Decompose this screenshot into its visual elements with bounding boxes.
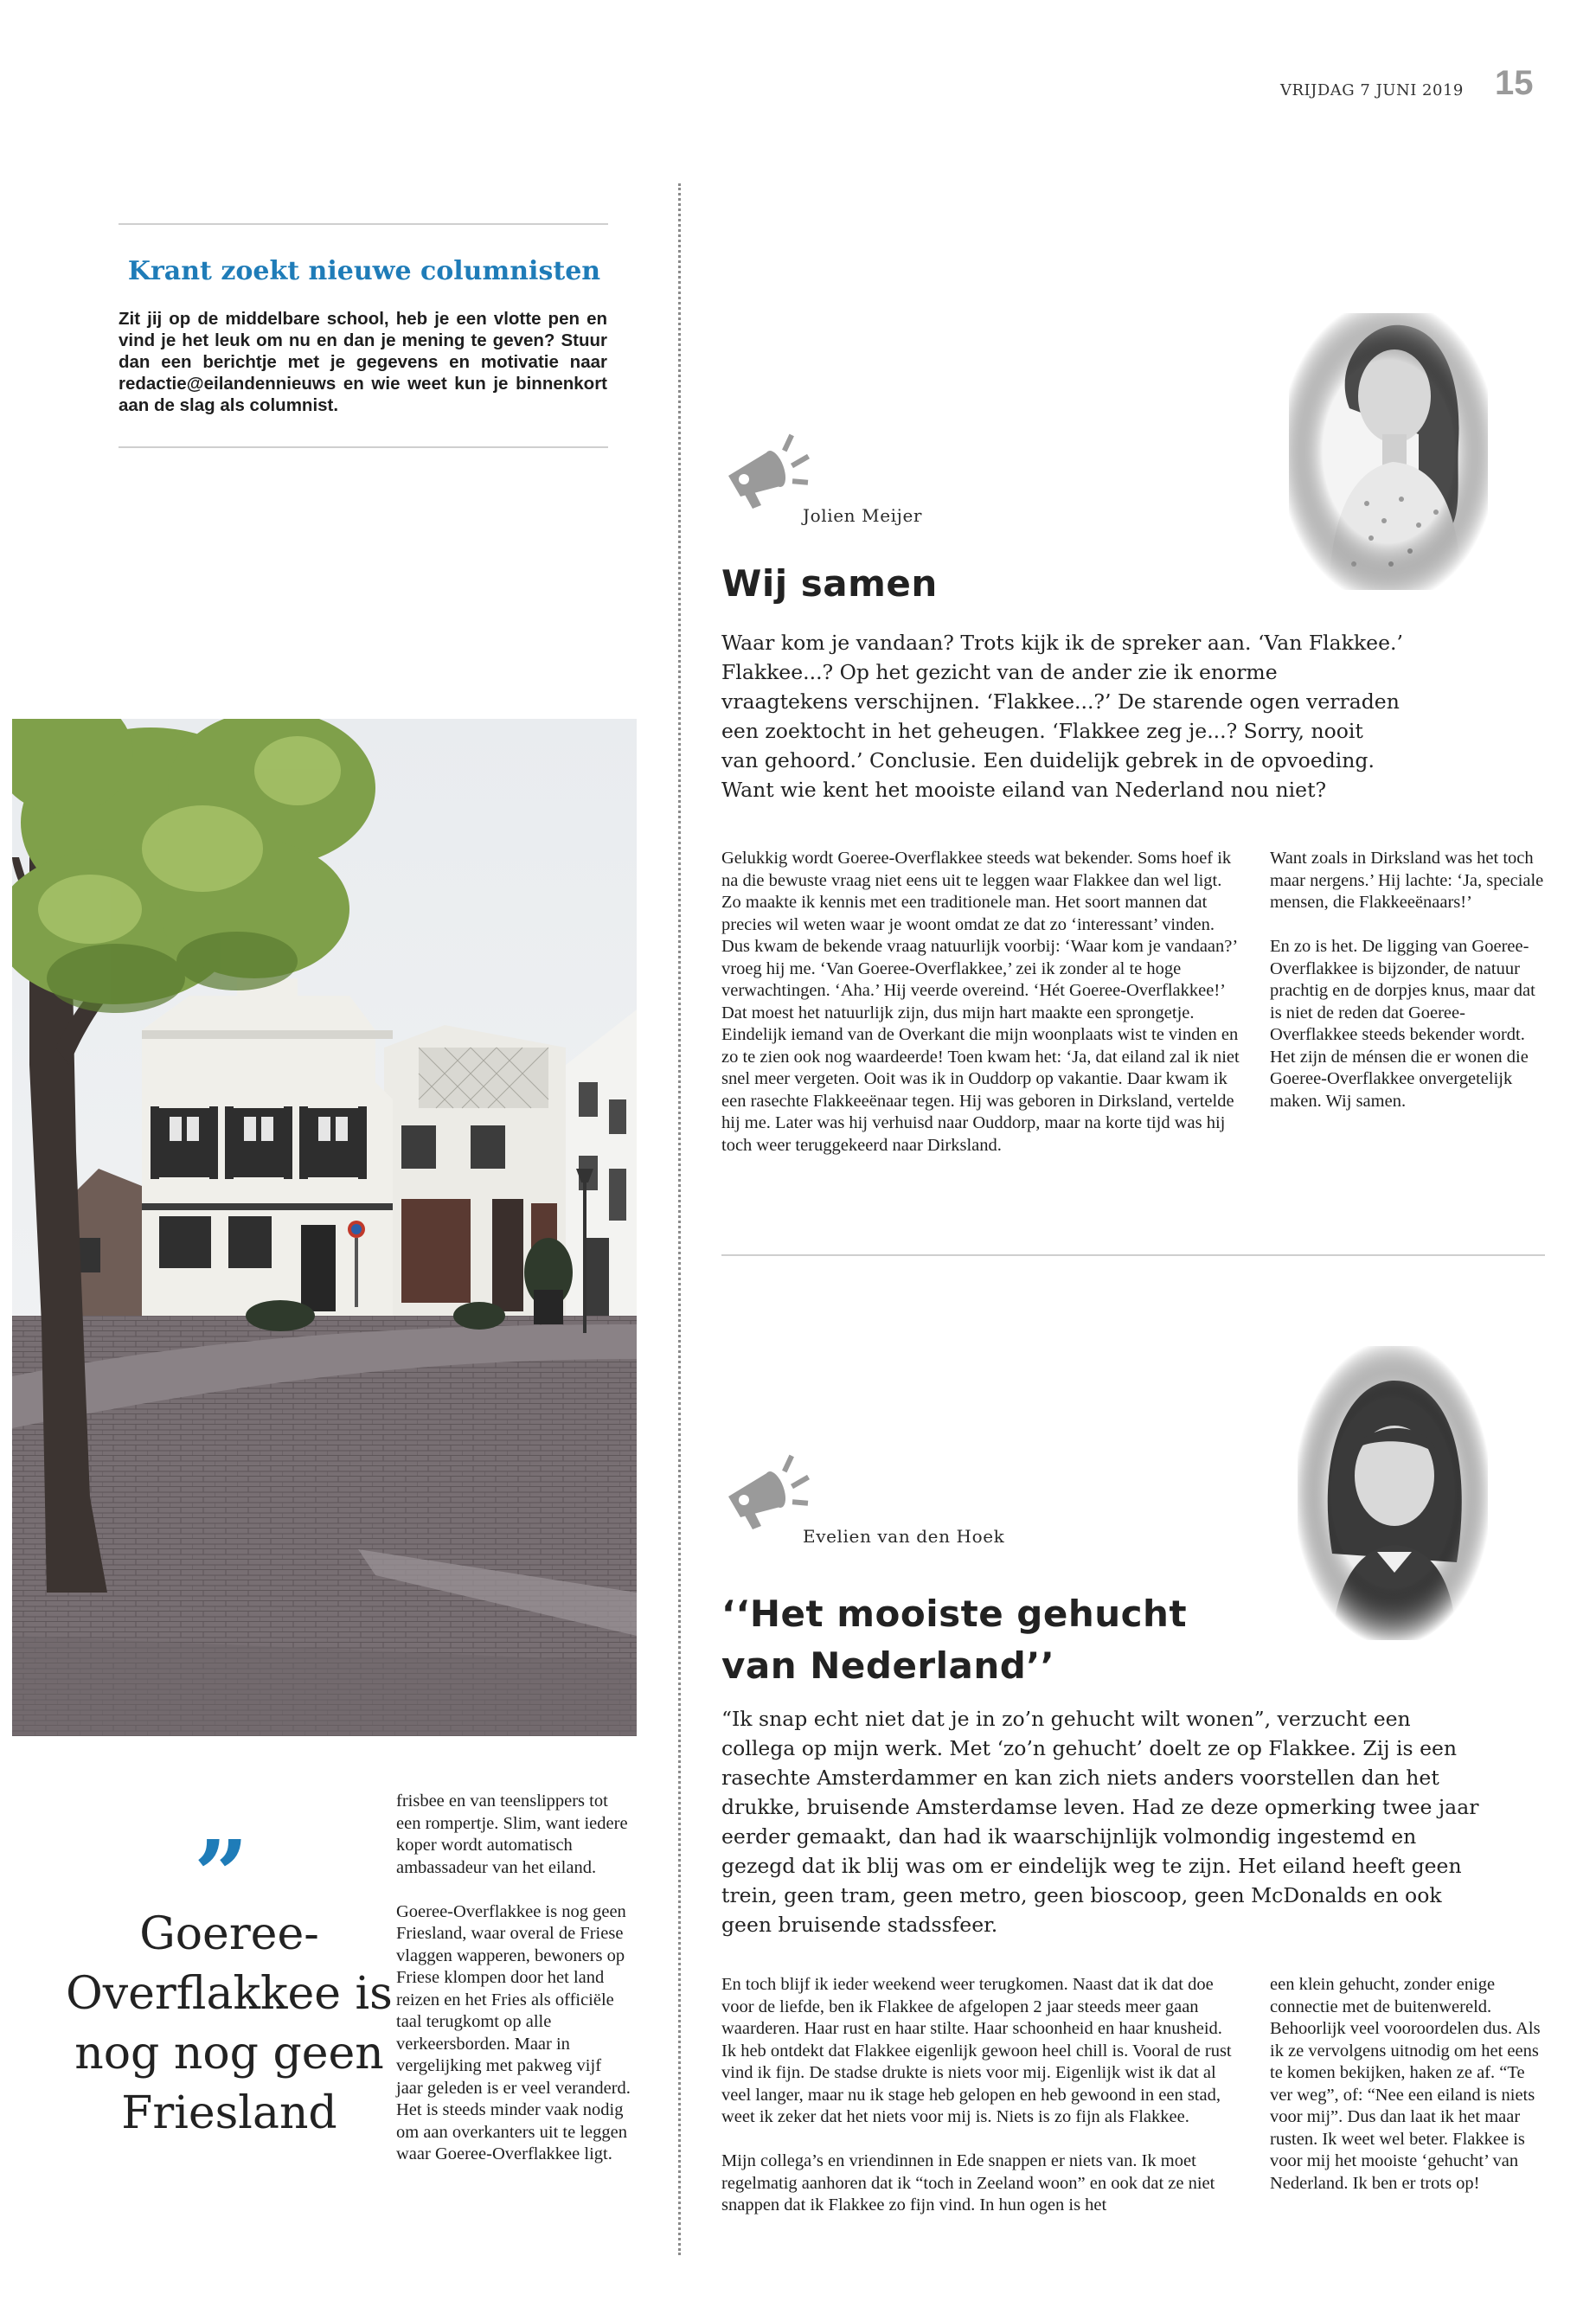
megaphone-icon <box>718 422 822 517</box>
author-name: Evelien van den Hoek <box>803 1526 1005 1547</box>
paragraph: Goeree-Overflakkee is nog geen Friesland, waar overal de Friese vlaggen wapperen, bewoners op Friese klompen door het land reizen en het Fries als officiële taal terugkomt op alle verkeersborden. Maar in vergelijking met pakweg vijf jaar geleden is er veel veranderd. Het is steeds minder vaak nodig om aan overkanters uit te leggen waar Goeree-Overflakkee ligt. <box>396 1901 631 2163</box>
column-body-left <box>721 848 1240 1179</box>
paragraph: Mijn collega’s en vriendinnen in Ede snappen er niets van. Ik moet regelmatig aanhoren dat ik “toch in Zeeland woon” en ook dat ze niet snappen dat ik Flakkee zo fijn vind. In hun ogen is het <box>721 2151 1215 2214</box>
paragraph: Want zoals in Dirksland was het toch maar nergens.’ Hij lachte: ‘Ja, speciale mensen, die Flakkeeënaars!’ <box>1270 849 1544 912</box>
page-date: VRIJDAG 7 JUNI 2019 <box>1280 81 1464 99</box>
column-divider <box>678 183 681 2255</box>
callout-top-rule <box>119 223 608 225</box>
page-number: 15 <box>1495 64 1534 102</box>
column-intro: Waar kom je vandaan? Trots kijk ik de spreker aan. ‘Van Flakkee.’ Flakkee...? Op het gezicht van de ander zie ik enorme vraagtekens verschijnen. ‘Flakkee...?’ De starende ogen verraden een zoektocht in het geheugen. ‘Flakkee zeg je...? Sorry, nooit van gehoord.’ Conclusie. Een duidelijk gebrek in de opvoeding. Want wie kent het mooiste eiland van Nederland nou niet? <box>721 631 1403 802</box>
callout-body: Zit jij op de middelbare school, heb je een vlotte pen en vind je het leuk om nu en dan je mening te geven? Stuur dan een berichtje met je gegevens en motivatie naar redactie@eilandennieuws en wie weet kun je binnenkort aan de slag als columnist. <box>119 309 607 415</box>
paragraph: frisbee en van teenslippers tot een rompertje. Slim, want iedere koper wordt automatisch ambassadeur van het eiland. <box>396 1791 628 1877</box>
megaphone-icon <box>718 1443 822 1538</box>
callout-bottom-rule <box>119 446 608 448</box>
author-name: Jolien Meijer <box>803 505 923 526</box>
pull-quote: Goeree-Overflakkee is nog nog geen Friesland <box>66 1908 393 2139</box>
callout-title: Krant zoekt nieuwe columnisten <box>127 256 601 286</box>
column-body-right <box>1270 848 1545 1135</box>
sidebar-body <box>396 1791 631 2188</box>
column-headline: Wij samen <box>721 562 938 605</box>
column-headline <box>721 1588 1187 1692</box>
paragraph: Gelukkig wordt Goeree-Overflakkee steeds wat bekender. Soms hoef ik na die bewuste vraag niet eens uit te leggen waar Flakkee dan wel ligt. Zo maakte ik kennis met een traditionele man. Het soort mannen dat precies wil weten waar je woont omdat ze dat zo ‘interessant’ vinden. Dus kwam de bekende vraag natuurlijk voorbij: ‘Waar kom je vandaan?’ vroeg hij me. ‘Van Goeree-Overflakkee,’ zei ik zonder al te hoge verwachtingen. ‘Aha.’ Hij veerde overeind. ‘Hét Goeree-Overflakkee!’ Dat moest het natuurlijk zijn, dus mijn hart maakte een sprongetje. Eindelijk iemand van de Overkant die mijn woonplaats wist te vinden en zo te zien ook nog waardeerde! Toen kwam het: ‘Ja, dat eiland zal ik niet snel meer vergeten. Ooit was ik in Ouddorp op vakantie. Daar kwam ik een rasechte Flakkeeënaar tegen. Hij was geboren in Dirksland, vertelde hij me. Later was hij verhuisd naar Ouddorp, maar na korte tijd was hij toch weer teruggekeerd naar Dirksland. <box>721 849 1240 1155</box>
headline-line: van Nederland’’ <box>721 1644 1055 1687</box>
author-portrait <box>1289 313 1488 590</box>
paragraph: En toch blijf ik ieder weekend weer terugkomen. Naast dat ik dat doe voor de liefde, ben ik Flakkee de afgelopen 2 jaar steeds meer gaan waarderen. Haar rust en haar stilte. Haar schoonheid en haar knusheid. Ik heb ontdekt dat Flakkee eigenlijk gewoon heel chill is. Vooral de rust vind ik fijn. De stadse drukte is niets voor mij. Eigenlijk wist ik dat al veel langer, maar nu ik stage heb gelopen en heb gewoond in een stad, weet ik zeker dat het niets voor mij is. Niets is zo fijn als Flakkee. <box>721 1975 1232 2126</box>
column-intro: “Ik snap echt niet dat je in zo’n gehucht wilt wonen”, verzucht een collega op mijn werk. Met ‘zo’n gehucht’ doelt ze op Flakkee. Zij is een rasechte Amsterdammer en kan zich niets anders voorstellen dan het drukke, bruisende Amsterdamse leven. Had ze deze opmerking twee jaar eerder gemaakt, dan had ik waarschijnlijk volmondig ingestemd en gezegd dat ik blij was om er eindelijk weg te zijn. Het eiland heeft geen trein, geen tram, geen metro, geen bioscoop, geen McDonalds en ook geen bruisende stadssfeer. <box>721 1707 1479 1937</box>
quote-mark-icon: ” <box>194 1819 249 1931</box>
section-divider <box>721 1254 1545 1256</box>
author-portrait <box>1298 1346 1488 1640</box>
column-body-left <box>721 1974 1240 2239</box>
column-body-right <box>1270 1974 1545 2217</box>
paragraph: een klein gehucht, zonder enige connectie met de buitenwereld. Behoorlijk veel vooroordelen dus. Als ik ze vervolgens uitnodig om het eens te komen bekijken, haken ze af. “Te ver weg”, of: “Nee een eiland is niets voor mij”. Dus dan laat ik het maar rusten. Ik weet wel beter. Flakkee is voor mij het mooiste ‘gehucht’ van Nederland. Ik ben er trots op! <box>1270 1975 1541 2193</box>
headline-line: ‘‘Het mooiste gehucht <box>721 1593 1188 1635</box>
paragraph: En zo is het. De ligging van Goeree-Overflakkee is bijzonder, de natuur prachtig en de dorpjes knus, maar dat is niet de reden dat Goeree-Overflakkee steeds bekender wordt. Het zijn de ménsen die er wonen die Goeree-Overflakkee onvergetelijk maken. Wij samen. <box>1270 937 1535 1111</box>
street-photo <box>12 719 637 1736</box>
